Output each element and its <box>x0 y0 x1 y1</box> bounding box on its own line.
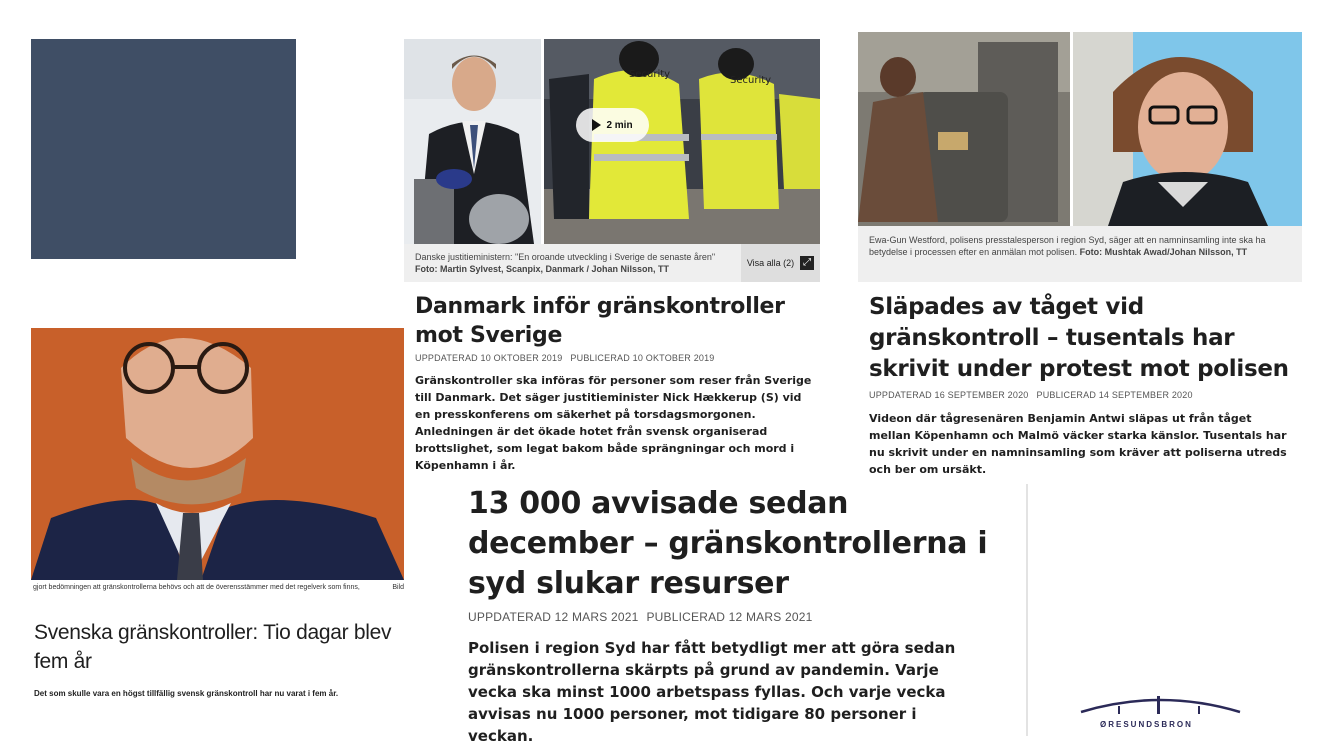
lead-slapades: Videon där tågresenären Benjamin Antwi släpas ut från tåget mellan Köpenhamn och Malmö väcker starka känslor. Tusentals har nu skrivit under en namninsamling som kräver att poliserna utreds och ber om ursäkt. <box>869 412 1287 476</box>
photo-credit: Foto: Martin Sylvest, Scanpix, Danmark / Johan Nilsson, TT <box>415 264 670 274</box>
svg-text:Security: Security <box>730 75 772 86</box>
article-image-tio-dagar[interactable] <box>31 328 404 580</box>
article-card-slapades[interactable] <box>858 32 1302 484</box>
lead-avvisade: Polisen i region Syd har fått betydligt mer att göra sedan gränskontrollerna skärpts på grund av pandemin. Varje vecka ska minst 1000 arbetspass fyllas. Och varje vecka avvisas nu 1000 personer, mot tidigare 80 personer i veckan. <box>468 639 956 745</box>
expand-icon: ⤢ <box>800 256 814 270</box>
image-caption-slapades: Ewa-Gun Westford, polisens presstalesperson i region Syd, säger att en namninsamling inte ska ha betydelse i processen efter en anmälan mot polisen. Foto: Mushtak Awad/Johan Nilsson, TT <box>858 226 1302 282</box>
article-image-slapades[interactable] <box>858 32 1302 226</box>
column-divider <box>1026 484 1028 736</box>
video-duration: 2 min <box>606 119 633 131</box>
gallery-button[interactable]: Visa alla (2) ⤢ <box>741 244 820 282</box>
image-caption-danmark: Danske justitieministern: "En oroande utveckling i Sverige de senaste åren" Foto: Martin Sylvest, Scanpix, Danmark / Johan Nilsson, TT Visa alla (2) ⤢ <box>404 244 820 282</box>
photo-credit: Bild <box>392 584 404 591</box>
play-icon <box>592 119 601 131</box>
article-card-avvisade[interactable] <box>456 484 1028 744</box>
video-play-pill[interactable] <box>576 108 649 142</box>
headline-avvisade[interactable]: 13 000 avvisade sedan december – gränskontrollerna i syd slukar resurser <box>468 486 988 601</box>
headline-tio-dagar[interactable]: Svenska gränskontroller: Tio dagar blev fem år <box>34 621 392 673</box>
lead-tio-dagar: Det som skulle vara en högst tillfällig svensk gränskontroll har nu varat i fem år. <box>34 689 339 698</box>
lead-danmark: Gränskontroller ska införas för personer som reser från Sverige till Danmark. Det säger justitieminister Nick Hækkerup (S) vid en presskonferens om säkerhet på torsdagsmorgonen. Anledningen är det ökade hotet från svensk organiserad brottslighet, som legat bakom både sprängningar och mord i Köpenhamn i år. <box>415 374 812 472</box>
article-dates-avvisade: UPPDATERAD 12 MARS 2021 PUBLICERAD 12 MARS 2021 <box>468 610 813 624</box>
article-image-danmark[interactable] <box>404 39 820 244</box>
bridge-arc-icon <box>1078 690 1243 720</box>
svg-text:Security: Security <box>629 69 671 80</box>
oresundsbron-logo <box>1078 690 1243 735</box>
train-and-spokesperson-photo <box>858 32 1302 226</box>
article-dates-danmark: UPPDATERAD 10 OKTOBER 2019 PUBLICERAD 10 OKTOBER 2019 <box>415 353 715 363</box>
man-with-glasses-photo <box>31 328 404 580</box>
article-card-tio-dagar[interactable] <box>31 328 404 700</box>
article-card-danmark[interactable] <box>404 39 820 472</box>
navy-placeholder-block <box>31 39 296 259</box>
article-dates-slapades: UPPDATERAD 16 SEPTEMBER 2020 PUBLICERAD 14 SEPTEMBER 2020 <box>869 390 1193 400</box>
logo-wordmark: ØRESUNDSBRON <box>1100 720 1193 729</box>
headline-danmark[interactable]: Danmark inför gränskontroller mot Sverige <box>415 294 785 348</box>
photo-credit: Foto: Mushtak Awad/Johan Nilsson, TT <box>1079 247 1248 257</box>
headline-slapades[interactable]: Släpades av tåget vid gränskontroll – tusentals har skrivit under protest mot polisen <box>869 294 1289 382</box>
image-caption-tio-dagar: gjort bedömningen att gränskontrollerna behövs och att de överensstämmer med det regelverk som finns, Bild <box>31 580 404 596</box>
